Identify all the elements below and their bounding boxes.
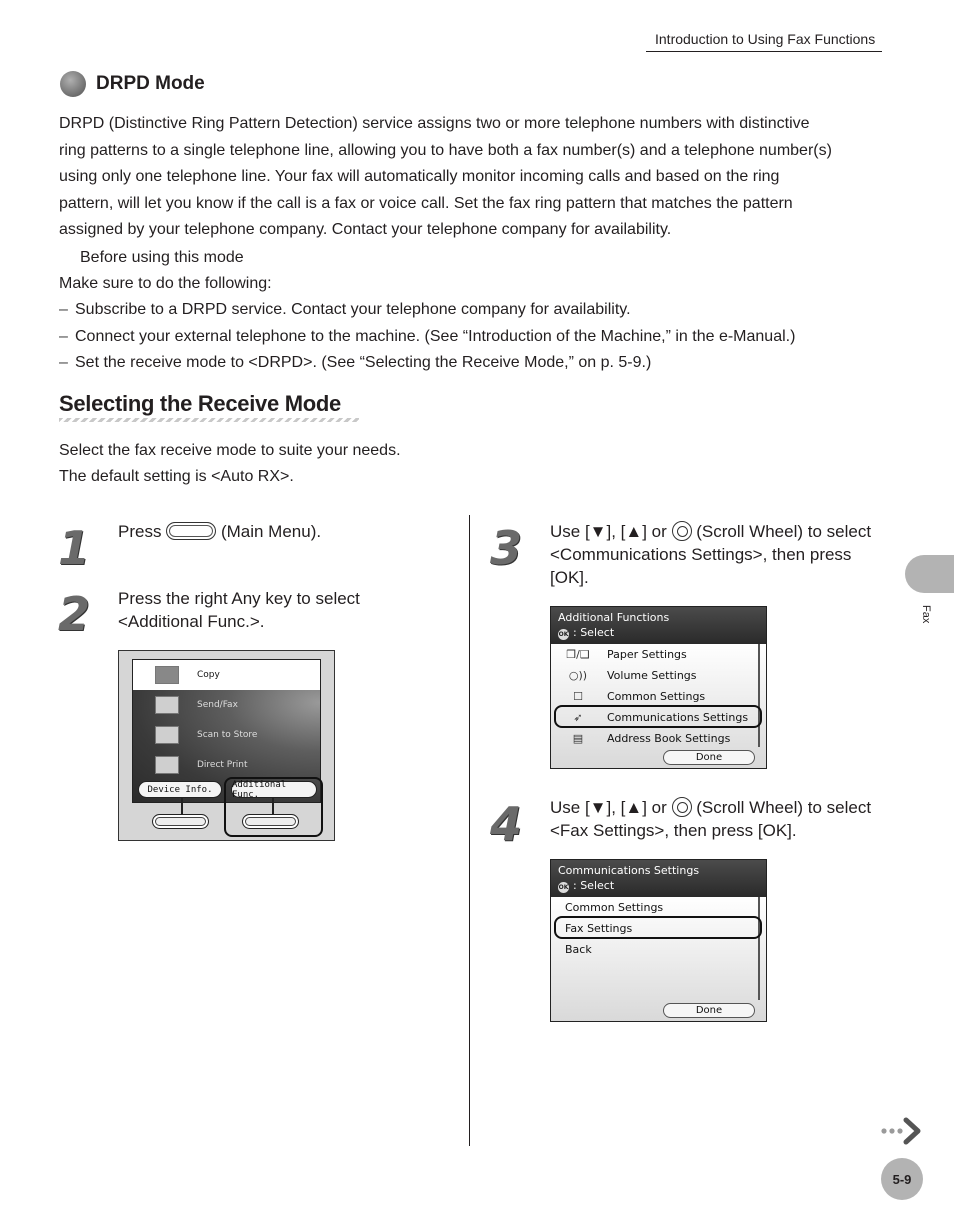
list-item — [59, 350, 795, 377]
step-3-line-1 — [550, 520, 871, 543]
paper-icon: ❒/❑ — [566, 648, 590, 661]
scanner-icon — [155, 726, 179, 744]
step-number-3: 3 — [490, 521, 521, 575]
lcd-header — [551, 607, 766, 644]
communications-icon: ➶ — [573, 711, 583, 724]
menu-item-copy[interactable] — [133, 660, 321, 690]
selection-highlight — [224, 777, 323, 837]
selection-highlight — [554, 705, 762, 728]
section-heading: Selecting the Receive Mode — [59, 391, 341, 416]
step-4-before: Use [▼], [▲] or — [550, 798, 667, 817]
menu-item-scan-to-store[interactable] — [133, 720, 321, 750]
paragraph-line: assigned by your telephone company. Contact your telephone company for availability. — [59, 221, 672, 238]
step-number-1: 1 — [58, 521, 89, 575]
left-any-key[interactable] — [152, 814, 209, 829]
copy-icon — [155, 666, 179, 684]
paragraph-line: using only one telephone line. Your fax will automatically monitor incoming calls and based on the ring — [59, 168, 780, 185]
lcd-title: Communications Settings — [558, 864, 700, 877]
direct-print-icon — [155, 756, 179, 774]
scroll-wheel-icon — [672, 797, 692, 817]
step-number-2: 2 — [58, 587, 89, 641]
menu-item-direct-print[interactable] — [133, 750, 321, 780]
lcd-row-label: Paper Settings — [607, 648, 687, 661]
paragraph-line: DRPD (Distinctive Ring Pattern Detection) service assigns two or more telephone numbers with distinctive — [59, 115, 810, 132]
step-4-line-2: <Fax Settings>, then press [OK]. — [550, 821, 797, 840]
paragraph-line: ring patterns to a single telephone line, allowing you to have both a fax number(s) and a telephone number(s) — [59, 141, 832, 159]
lcd-list — [551, 644, 766, 768]
step-3-line-3: [OK]. — [550, 568, 589, 587]
scroll-wheel-icon — [672, 521, 692, 541]
menu-item-label: Copy — [197, 670, 220, 680]
device-main-menu-illustration — [118, 650, 335, 841]
chapter-tab — [905, 555, 954, 593]
main-menu-key-icon — [166, 522, 216, 540]
ok-icon: OK — [558, 884, 569, 891]
lcd-subtitle-row — [558, 878, 766, 893]
heading-underline — [59, 418, 359, 422]
done-button[interactable]: Done — [663, 1003, 755, 1018]
device-info-button[interactable]: Device Info. — [138, 781, 222, 798]
volume-icon: ○)) — [568, 669, 588, 682]
intro-line-2: The default setting is <Auto RX>. — [59, 468, 294, 485]
lcd-row-label: Volume Settings — [607, 669, 697, 682]
menu-item-label: Send/Fax — [197, 700, 238, 710]
selection-highlight — [554, 916, 762, 939]
step-4-text — [550, 796, 871, 842]
lcd-subtitle: : Select — [573, 626, 615, 639]
additional-func-button[interactable]: Additional Func. — [231, 781, 317, 798]
list-item-text: Set the receive mode to <DRPD>. (See “Selecting the Receive Mode,” on p. 5-9.) — [75, 354, 652, 371]
step-4-after: (Scroll Wheel) to select — [696, 798, 872, 817]
list-item-text: Connect your external telephone to the machine. (See “Introduction of the Machine,” in the e-Manual.) — [75, 327, 796, 345]
step-1-before: Press — [118, 522, 162, 541]
requirements-list — [59, 297, 795, 377]
button-connector — [181, 798, 183, 814]
drpd-paragraph — [59, 111, 899, 244]
paragraph-line: pattern, will let you know if the call is a fax or voice call. Set the fax ring pattern that matches the pattern — [59, 194, 793, 212]
step-1-text — [118, 520, 321, 543]
lcd-row-label: Communications Settings — [607, 711, 749, 724]
step-1-after: (Main Menu). — [220, 522, 322, 541]
lcd-row-back[interactable]: Back — [565, 943, 592, 956]
lcd-subtitle-row — [558, 625, 766, 640]
step-2-line-2: <Additional Func.>. — [118, 612, 265, 631]
step-4-line-1 — [550, 796, 871, 819]
menu-item-label: Direct Print — [197, 760, 248, 770]
lcd-title: Additional Functions — [558, 611, 670, 624]
column-divider — [469, 515, 470, 1146]
menu-item-label: Scan to Store — [197, 730, 258, 740]
common-settings-icon: ☐ — [573, 690, 583, 703]
drpd-title: DRPD Mode — [96, 73, 205, 94]
lcd-row-label: Address Book Settings — [607, 732, 731, 745]
ok-icon: OK — [558, 631, 569, 638]
done-button[interactable]: Done — [663, 750, 755, 765]
header-rule — [646, 51, 882, 52]
lcd-row-paper-settings[interactable] — [551, 644, 766, 665]
list-item-text: Subscribe to a DRPD service. Contact your telephone company for availability. — [75, 301, 631, 318]
menu-item-send-fax[interactable] — [133, 690, 321, 720]
step-3-text — [550, 520, 871, 589]
send-fax-icon — [155, 696, 179, 714]
intro-line-1: Select the fax receive mode to suite your needs. — [59, 442, 401, 459]
list-item — [59, 297, 795, 324]
dash-marker: – — [59, 327, 68, 345]
address-book-icon: ▤ — [572, 732, 584, 745]
lcd-additional-functions — [550, 606, 767, 769]
lcd-header — [551, 860, 766, 897]
lcd-subtitle: : Select — [573, 879, 615, 892]
lcd-communications-settings — [550, 859, 767, 1022]
lcd-row-fax-settings[interactable]: Fax Settings — [565, 922, 633, 935]
step-number-4: 4 — [490, 797, 521, 851]
step-3-line-2: <Communications Settings>, then press — [550, 545, 852, 564]
list-item — [59, 324, 795, 351]
step-2-line-1: Press the right Any key to select — [118, 589, 360, 608]
page-number-badge: 5-9 — [881, 1158, 923, 1200]
chapter-tab-label: Fax — [920, 605, 932, 624]
lcd-row-address-book-settings[interactable] — [551, 728, 766, 749]
lcd-row-volume-settings[interactable] — [551, 665, 766, 686]
lcd-row-label: Common Settings — [607, 690, 706, 703]
continue-arrow-icon — [880, 1115, 926, 1147]
running-header: Introduction to Using Fax Functions — [655, 31, 876, 47]
lcd-row-common-settings[interactable]: Common Settings — [565, 901, 664, 914]
step-2-text — [118, 587, 360, 633]
dash-marker: – — [59, 301, 68, 318]
dash-marker: – — [59, 354, 68, 371]
lcd-row-common-settings[interactable] — [551, 686, 766, 707]
section-bullet-icon — [60, 71, 86, 97]
before-using-label: Before using this mode — [80, 249, 244, 266]
step-3-after: (Scroll Wheel) to select — [696, 522, 872, 541]
step-3-before: Use [▼], [▲] or — [550, 522, 667, 541]
make-sure-text: Make sure to do the following: — [59, 275, 272, 292]
lcd-list — [551, 897, 766, 1021]
